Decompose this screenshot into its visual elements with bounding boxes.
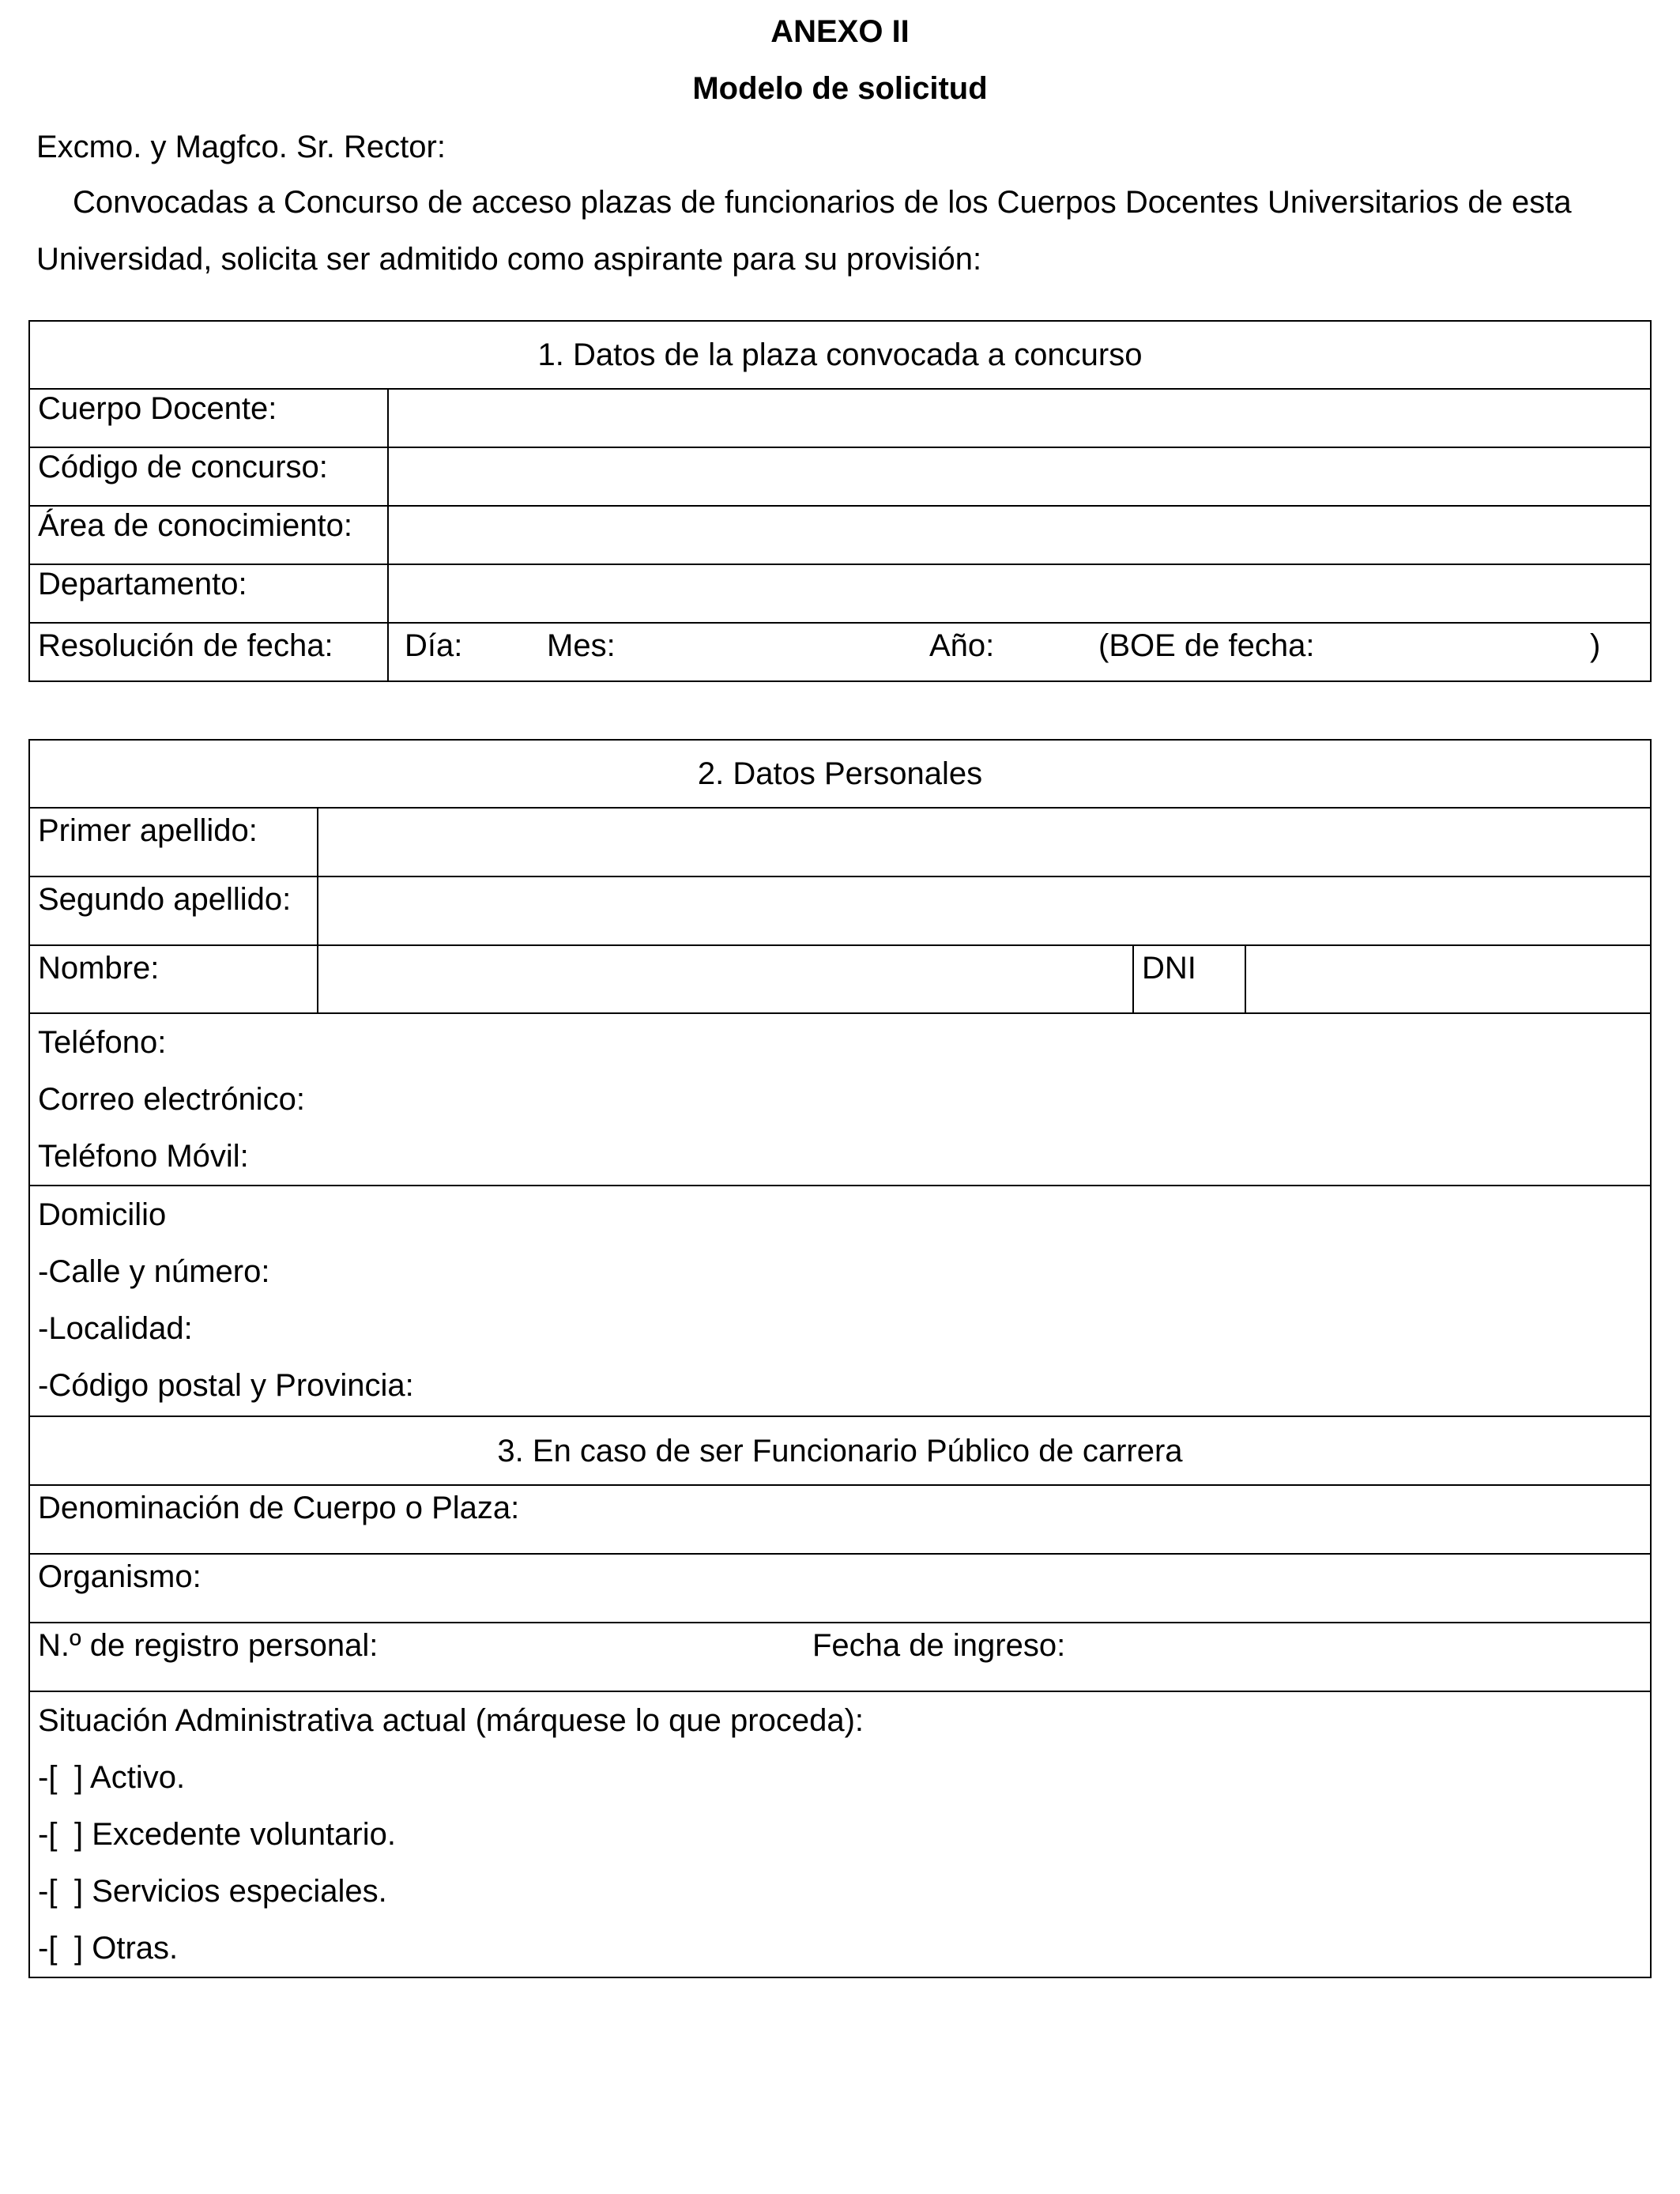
registro-label: N.º de registro personal: bbox=[38, 1628, 379, 1663]
form-title: Modelo de solicitud bbox=[692, 71, 988, 106]
codigo-concurso-label: Código de concurso: bbox=[29, 447, 388, 506]
section-1-title: 1. Datos de la plaza convocada a concurso bbox=[29, 321, 1651, 389]
area-conocimiento-field[interactable] bbox=[388, 506, 1651, 564]
domicilio-block[interactable] bbox=[29, 1186, 1651, 1416]
resolucion-fecha-label: Resolución de fecha: bbox=[29, 623, 388, 681]
codigo-concurso-field[interactable] bbox=[388, 447, 1651, 506]
checkbox-open[interactable]: -[ bbox=[38, 1817, 58, 1852]
option-activo[interactable] bbox=[38, 1749, 1650, 1806]
boe-close-paren: ) bbox=[1590, 628, 1601, 663]
situacion-label: Situación Administrativa actual (márquese lo que proceda): bbox=[38, 1703, 864, 1738]
option-otras[interactable] bbox=[38, 1920, 1650, 1977]
checkbox-close[interactable]: ] bbox=[74, 1817, 84, 1852]
dni-field[interactable] bbox=[1245, 945, 1651, 1013]
calle-label: -Calle y número: bbox=[38, 1254, 270, 1289]
anio-label: Año: bbox=[929, 628, 995, 663]
section-3-title: 3. En caso de ser Funcionario Público de carrera bbox=[29, 1416, 1651, 1485]
intro-line-1: Convocadas a Concurso de acceso plazas de funcionarios de los Cuerpos Docentes Universitarios de esta bbox=[73, 185, 1572, 220]
boe-fecha-label: (BOE de fecha: bbox=[1098, 628, 1315, 663]
checkbox-close[interactable]: ] bbox=[74, 1874, 84, 1909]
registro-ingreso-field[interactable] bbox=[29, 1623, 1651, 1691]
ingreso-label: Fecha de ingreso: bbox=[812, 1628, 1066, 1663]
salutation: Excmo. y Magfco. Sr. Rector: bbox=[36, 130, 446, 164]
contact-block[interactable] bbox=[29, 1013, 1651, 1186]
segundo-apellido-field[interactable] bbox=[318, 876, 1651, 945]
resolucion-fecha-field[interactable] bbox=[388, 623, 1651, 681]
organismo-field[interactable] bbox=[29, 1554, 1651, 1623]
checkbox-open[interactable]: -[ bbox=[38, 1760, 58, 1795]
position-data-table bbox=[28, 320, 1652, 682]
situacion-block bbox=[29, 1691, 1651, 1977]
option-excedente[interactable] bbox=[38, 1806, 1650, 1863]
nombre-label: Nombre: bbox=[29, 945, 318, 1013]
departamento-field[interactable] bbox=[388, 564, 1651, 623]
organismo-label: Organismo: bbox=[38, 1559, 202, 1594]
correo-label: Correo electrónico: bbox=[38, 1082, 305, 1117]
checkbox-open[interactable]: -[ bbox=[38, 1874, 58, 1909]
nombre-field[interactable] bbox=[318, 945, 1133, 1013]
option-label: Activo. bbox=[90, 1760, 186, 1795]
area-conocimiento-label: Área de conocimiento: bbox=[29, 506, 388, 564]
section-2-title: 2. Datos Personales bbox=[29, 740, 1651, 808]
option-label: Servicios especiales. bbox=[92, 1874, 387, 1909]
postal-label: -Código postal y Provincia: bbox=[38, 1368, 414, 1403]
dia-label: Día: bbox=[405, 628, 463, 663]
cuerpo-docente-label: Cuerpo Docente: bbox=[29, 389, 388, 447]
checkbox-open[interactable]: -[ bbox=[38, 1931, 58, 1966]
movil-label: Teléfono Móvil: bbox=[38, 1139, 249, 1174]
denominacion-field[interactable] bbox=[29, 1485, 1651, 1554]
option-servicios[interactable] bbox=[38, 1863, 1650, 1920]
annex-title: ANEXO II bbox=[770, 14, 910, 49]
intro-line-2: Universidad, solicita ser admitido como aspirante para su provisión: bbox=[36, 242, 982, 277]
localidad-label: -Localidad: bbox=[38, 1311, 193, 1346]
option-label: Excedente voluntario. bbox=[92, 1817, 396, 1852]
domicilio-label: Domicilio bbox=[38, 1197, 167, 1232]
personal-data-table bbox=[28, 739, 1652, 1978]
cuerpo-docente-field[interactable] bbox=[388, 389, 1651, 447]
denominacion-label: Denominación de Cuerpo o Plaza: bbox=[38, 1491, 520, 1525]
primer-apellido-label: Primer apellido: bbox=[29, 808, 318, 876]
telefono-label: Teléfono: bbox=[38, 1025, 167, 1060]
option-label: Otras. bbox=[92, 1931, 179, 1966]
segundo-apellido-label: Segundo apellido: bbox=[29, 876, 318, 945]
checkbox-close[interactable]: ] bbox=[74, 1931, 84, 1966]
checkbox-close[interactable]: ] bbox=[74, 1760, 84, 1795]
primer-apellido-field[interactable] bbox=[318, 808, 1651, 876]
mes-label: Mes: bbox=[547, 628, 616, 663]
dni-label: DNI bbox=[1133, 945, 1245, 1013]
departamento-label: Departamento: bbox=[29, 564, 388, 623]
